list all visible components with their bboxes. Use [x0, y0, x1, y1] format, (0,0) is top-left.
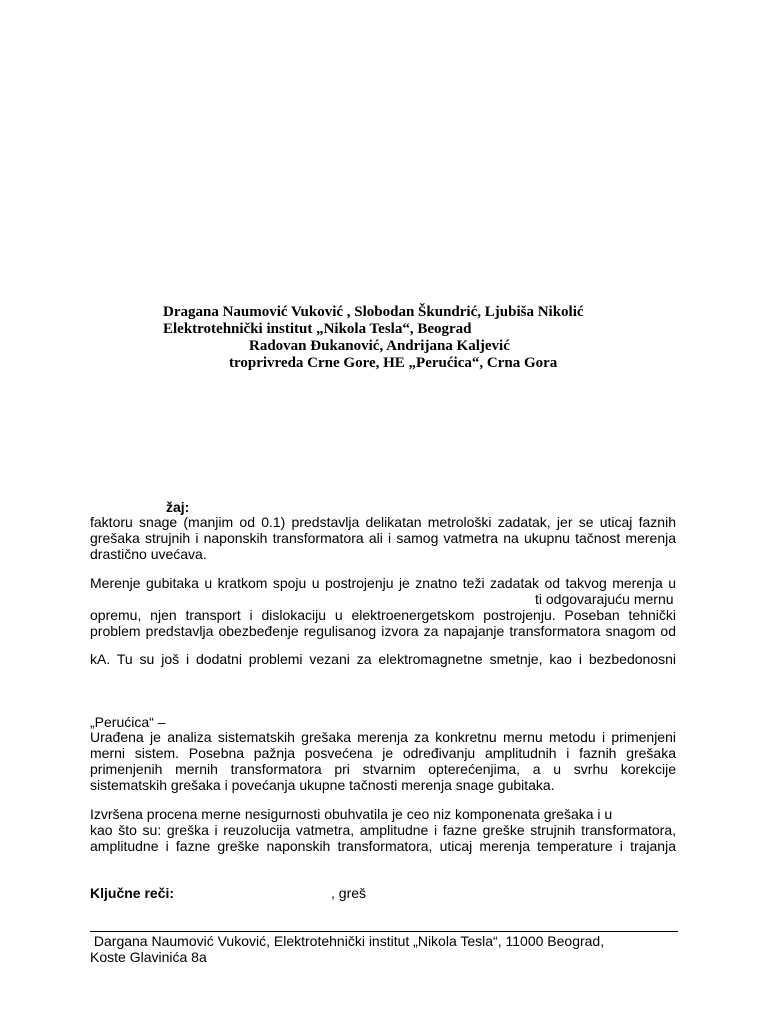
- paragraph-3-line: primenjenih mernih transformatora pri stvarnim opterećenjima, a u svrhu korekcije: [90, 761, 676, 777]
- paragraph-3: [90, 729, 676, 793]
- paragraph-3-line: Urađena je analiza sistematskih grešaka merenja za konkretnu mernu metodu i primenjeni: [90, 729, 676, 745]
- paragraph-4: [90, 806, 676, 854]
- keywords-value: , greš: [331, 885, 367, 901]
- paragraph-4-line: amplitudne i fazne greške naponskih transformatora, uticaj merenja temperature i trajanja: [90, 838, 676, 854]
- footnote-divider: [90, 931, 678, 932]
- paragraph-3-line: sistematskih grešaka i povećanja ukupne tačnosti merenja snage gubitaka.: [90, 777, 555, 793]
- paragraph-4-line: Izvršena procena merne nesigurnosti obuhvatila je ceo niz komponenata grešaka i u: [90, 806, 613, 822]
- affiliation-1: Elektrotehnički institut „Nikola Tesla“, Beograd: [163, 321, 472, 337]
- paragraph-1-line: grešaka strujnih i naponskih transformatora ali i samog vatmetra na ukupnu tačnost merenja: [90, 530, 676, 546]
- authors-line-1: Dragana Naumović Vuković , Slobodan Škundrić, Ljubiša Nikolić: [163, 304, 584, 320]
- affiliation-2: troprivreda Crne Gore, HE „Perućica“, Crna Gora: [229, 355, 558, 371]
- paragraph-1-line: faktoru snage (manjim od 0.1) predstavlja delikatan metrološki zadatak, jer se uticaj faznih: [90, 514, 676, 530]
- paragraph-2: [90, 575, 676, 639]
- paragraph-1-line: drastično uvećava.: [90, 546, 207, 562]
- paragraph-3-heading: „Perućica“ –: [90, 714, 166, 730]
- paragraph-2-line: Merenje gubitaka u kratkom spoju u postrojenju je znatno teži zadatak od takvog merenja u: [90, 575, 676, 591]
- authors-line-2: Radovan Đukanović, Andrijana Kaljević: [249, 338, 510, 354]
- paragraph-2-line: problem predstavlja obezbeđenje regulisanog izvora za napajanje transformatora snagom od: [90, 623, 676, 639]
- keywords-label: Ključne reči:: [90, 885, 175, 901]
- paragraph-2-line: kA. Tu su još i dodatni problemi vezani za elektromagnetne smetnje, kao i bezbedonosni: [90, 651, 676, 667]
- paragraph-2-line: ti odgovarajuću mernu: [535, 591, 674, 607]
- abstract-heading: žaj:: [166, 499, 190, 515]
- paragraph-4-line: kao što su: greška i reuzolucija vatmetra, amplitudne i fazne greške strujnih transformatora,: [90, 822, 676, 838]
- footnote-line-1: Dargana Naumović Vuković, Elektrotehnički institut „Nikola Tesla“, 11000 Beograd,: [90, 933, 605, 949]
- paragraph-1: [90, 514, 676, 562]
- paragraph-2-line: opremu, njen transport i dislokaciju u elektroenergetskom postrojenju. Poseban tehnički: [90, 607, 676, 623]
- paragraph-2-tail: [90, 651, 676, 667]
- paragraph-3-line: merni sistem. Posebna pažnja posvećena je određivanju amplitudnih i faznih grešaka: [90, 745, 676, 761]
- footnote-line-2: Koste Glavinića 8a: [90, 949, 207, 965]
